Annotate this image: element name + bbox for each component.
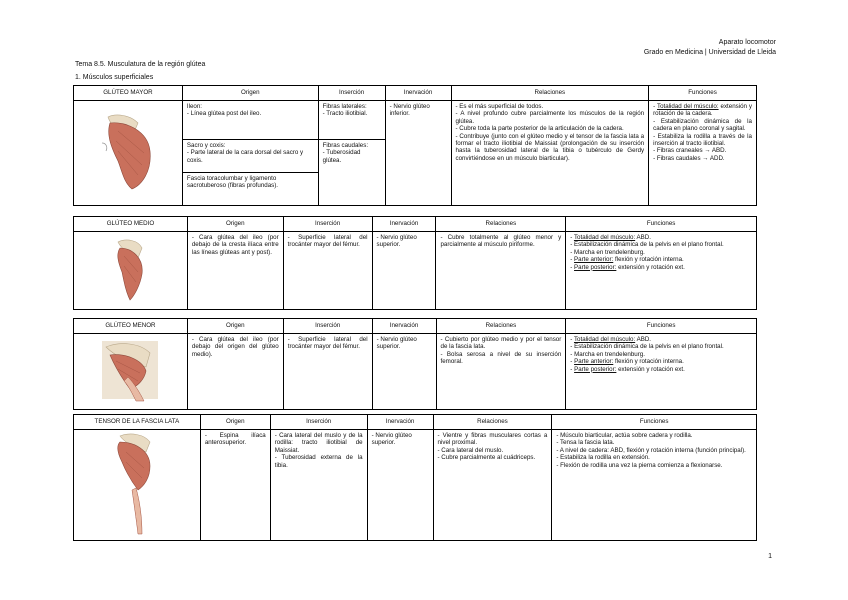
col-insertion: Inserción — [283, 217, 372, 232]
function-item: - Parte anterior: flexión y rotación interna. — [570, 256, 684, 264]
functions-cell — [649, 101, 757, 206]
col-insertion: Inserción — [270, 415, 367, 430]
course-subtitle: Grado en Medicina | Universidad de Lleida — [643, 49, 776, 56]
col-functions: Funciones — [552, 415, 757, 430]
function-item: - Flexión de rodilla una vez la pierna comienza a flexionarse. — [556, 461, 723, 469]
tensor-fascia-lata-illustration — [112, 432, 162, 536]
origin-ileon: Ileon: - Línea glútea post del ileo. — [183, 101, 318, 140]
col-innervation: Inervación — [372, 319, 436, 334]
function-item: - Estabilización dinámica de la pelvis en el plano frontal. — [570, 343, 724, 351]
col-origin: Origen — [200, 415, 270, 430]
muscle-name: TENSOR DE LA FASCIA LATA — [74, 415, 201, 430]
col-relations: Relaciones — [433, 415, 552, 430]
function-item: - Marcha en trendelenburg. — [570, 248, 645, 256]
col-innervation: Inervación — [367, 415, 433, 430]
insertion-lateral: Fibras laterales: - Tracto iliotibial. — [319, 101, 385, 140]
topic-heading — [75, 58, 205, 84]
col-origin: Origen — [187, 319, 283, 334]
origin-cell — [182, 101, 318, 206]
function-item: - Totalidad del músculo: extensión y rotación de la cadera. — [653, 103, 752, 118]
col-relations: Relaciones — [451, 86, 649, 101]
function-item: - Estabilización dinámica de la cadera en plano coronal y sagital. — [653, 117, 752, 133]
col-relations: Relaciones — [436, 217, 566, 232]
col-insertion: Inserción — [318, 86, 385, 101]
origin-cell: - Cara glútea del ileo (por debajo de la cresta ilíaca entre las líneas glúteas ant y post). — [187, 232, 283, 310]
gluteus-minimus-illustration — [100, 337, 160, 403]
function-item: - Fibras craneales → ABD. — [653, 147, 727, 155]
innervation-cell: - Nervio glúteo superior. — [367, 430, 433, 541]
gluteus-medius-illustration — [110, 236, 150, 302]
functions-cell — [566, 232, 757, 310]
function-item: - Marcha en trendelenburg. — [570, 350, 645, 358]
relations-cell: - Cubre totalmente al glúteo menor y parcialmente al músculo piriforme. — [436, 232, 566, 310]
course-title: Aparato locomotor — [718, 39, 776, 46]
gluteus-maximus-illustration — [98, 113, 158, 191]
insertion-cell: - Superficie lateral del trocánter mayor del fémur. — [283, 232, 372, 310]
innervation-cell: - Nervio glúteo superior. — [372, 232, 436, 310]
function-item: - Totalidad del músculo: ABD. — [570, 234, 651, 241]
muscle-illustration — [74, 430, 201, 541]
origin-cell: - Espina ilíaca anterosuperior. — [200, 430, 270, 541]
topic-title: Tema 8.5. Musculatura de la región glútea — [75, 61, 206, 68]
innervation-cell: - Nervio glúteo superior. — [372, 334, 436, 410]
insertion-caudal: Fibras caudales: - Tuberosidad glútea. — [322, 142, 369, 164]
origin-fascia: Fascia toracolumbar y ligamento sacrotuberoso (fibras profundas). — [186, 175, 279, 190]
muscle-name: GLÚTEO MAYOR — [74, 86, 183, 101]
origin-cell: - Cara glútea del ileo (por debajo del origen del glúteo medio). — [187, 334, 283, 410]
section-title: 1. Músculos superficiales — [75, 74, 154, 81]
muscle-name: GLÚTEO MENOR — [74, 319, 188, 334]
functions-cell — [566, 334, 757, 410]
relation-item: - Contribuye (junto con el glúteo medio y el tensor de la fascia lata a formar el tracto iliotibial de Maissiat (prolongación de su inserción hasta la tuberosidad lateral de la tibia o tubérculo de Gerdy convirtiéndose en un músculo biarticular). — [455, 132, 645, 162]
page-number: 1 — [768, 553, 772, 560]
col-innervation: Inervación — [372, 217, 436, 232]
function-item: - Parte anterior: flexión y rotación interna. — [570, 358, 684, 366]
col-insertion: Inserción — [283, 319, 372, 334]
col-innervation: Inervación — [385, 86, 451, 101]
col-functions: Funciones — [566, 319, 757, 334]
muscle-illustration — [74, 101, 183, 206]
relation-item: - Cubre toda la parte posterior de la articulación de la cadera. — [455, 125, 624, 133]
document-header — [644, 38, 776, 58]
function-item: - Estabilización dinámica de la pelvis en el plano frontal. — [570, 241, 724, 249]
function-item: - Tensa la fascia lata. — [556, 439, 615, 447]
functions-cell — [552, 430, 757, 541]
function-item: - Estabiliza la rodilla en extensión. — [556, 454, 650, 462]
muscle-name: GLÚTEO MEDIO — [74, 217, 188, 232]
col-relations: Relaciones — [436, 319, 566, 334]
function-item: - Estabiliza la rodilla a través de la inserción al tracto iliotibial. — [653, 132, 752, 148]
relation-item: - A nivel profundo cubre parcialmente los músculos de la región glútea. — [455, 110, 645, 125]
muscle-illustration — [74, 232, 188, 310]
insertion-cell: - Superficie lateral del trocánter mayor del fémur. — [283, 334, 372, 410]
insertion-cell — [318, 101, 385, 206]
relations-cell — [451, 101, 649, 206]
relation-item: - Es el más superficial de todos. — [455, 103, 544, 110]
innervation-cell: - Nervio glúteo inferior. — [385, 101, 451, 206]
col-functions: Funciones — [566, 217, 757, 232]
muscle-illustration — [74, 334, 188, 410]
relations-cell: - Cubierto por glúteo medio y por el tensor de la fascia lata. - Bolsa serosa a nivel de su inserción femoral. — [436, 334, 566, 410]
col-functions: Funciones — [649, 86, 757, 101]
insertion-cell: - Cara lateral del muslo y de la rodilla: tracto iliotibial de Maissiat. - Tuberosidad externa de la tibia. — [270, 430, 367, 541]
function-item: - Parte posterior: extensión y rotación ext. — [570, 263, 685, 271]
function-item: - Totalidad del músculo: ABD. — [570, 336, 652, 343]
function-item: - Músculo biarticular, actúa sobre cadera y rodilla. — [556, 432, 693, 439]
relations-cell: - Vientre y fibras musculares cortas a nivel proximal. - Cara lateral del muslo. - Cubre parcialmente al cuádriceps. — [433, 430, 552, 541]
muscle-table-gluteo-medio — [73, 216, 757, 310]
muscle-table-gluteo-mayor — [73, 85, 757, 206]
origin-sacro: Sacro y coxis: - Parte lateral de la cara dorsal del sacro y coxis. — [183, 140, 318, 173]
muscle-table-tensor-fascia-lata — [73, 414, 757, 541]
muscle-table-gluteo-menor — [73, 318, 757, 410]
col-origin: Origen — [182, 86, 318, 101]
function-item: - Parte posterior: extensión y rotación ext. — [570, 365, 685, 373]
function-item: - Fibras caudales → ADD. — [653, 154, 725, 162]
function-item: - A nivel de cadera: ABD, flexión y rotación interna (función principal). — [556, 446, 746, 454]
col-origin: Origen — [187, 217, 283, 232]
